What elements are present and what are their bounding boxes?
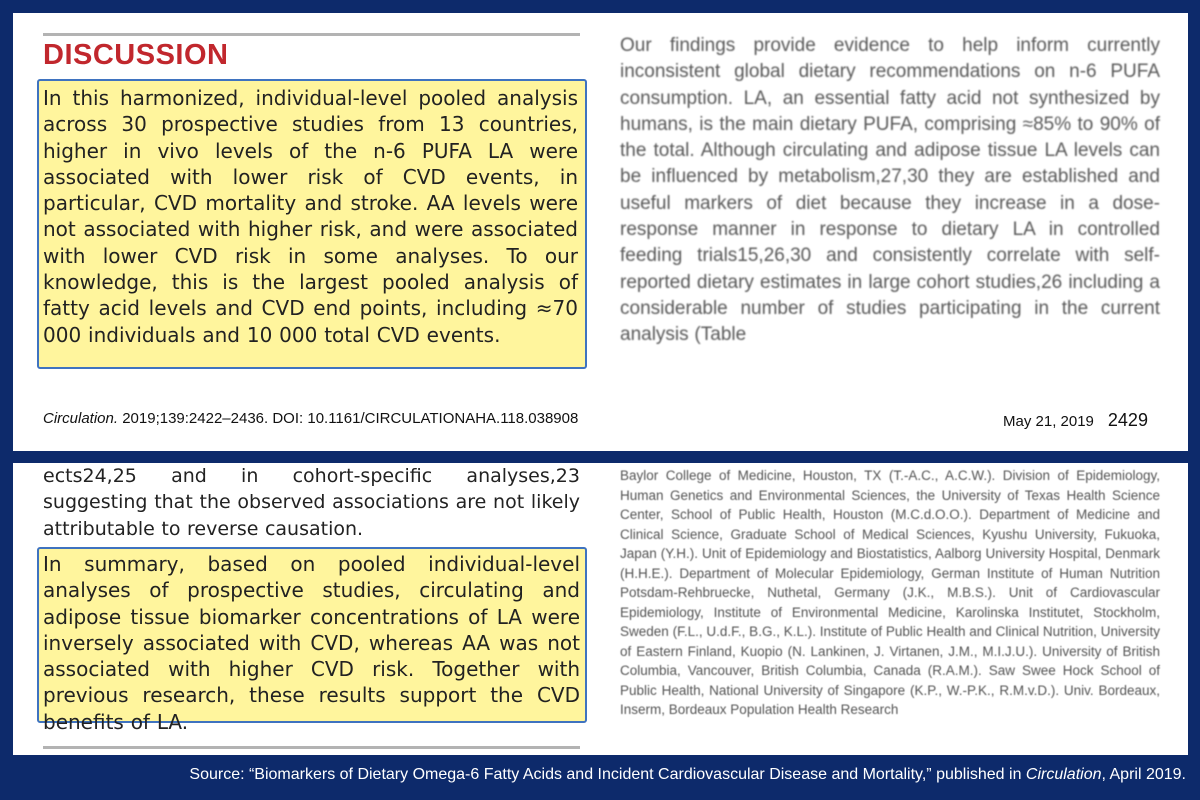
- citation-detail: 2019;139:2422–2436. DOI: 10.1161/CIRCULATIONAHA.118.038908: [122, 410, 579, 427]
- discussion-paragraph: In this harmonized, individual-level pooled analysis across 30 prospective studies from 13 countries, higher in vivo levels of the n-6 PUFA LA were associated with lower risk of CVD events, in particular, CVD mortality and stroke. AA levels were not associated with higher risk, and were associated with lower CVD risk in some analyses. To our knowledge, this is the largest pooled analysis of fatty acid levels and CVD end points, including ≈70 000 individuals and 10 000 total CVD events.: [43, 86, 578, 347]
- journal-name: Circulation.: [43, 410, 119, 427]
- page-number: 2429: [1107, 410, 1148, 430]
- date-page-footer: [1003, 410, 1148, 431]
- citation-footer: [43, 410, 578, 427]
- author-affiliations: Baylor College of Medicine, Houston, TX (T.-A.C., A.C.W.). Division of Epidemiology, Human Genetics and Environmental Sciences, the University of Texas Health Science Center, School of Public Health, Houston (M.C.d.O.O.). Department of Medicine and Clinical Science, Graduate School of Medical Sciences, Kyushu University, Fukuoka, Japan (Y.H.). Unit of Epidemiology and Biostatistics, Aalborg University Hospital, Denmark (H.H.E.). Department of Molecular Epidemiology, German Institute of Human Nutrition Potsdam-Rehbruecke, Nuthetal, Germany (J.K., M.B.S.). Unit of Cardiovascular Epidemiology, Institute of Environmental Medicine, Karolinska Institutet, Stockholm, Sweden (F.L., U.d.F., B.G., K.L.). Institute of Public Health and Clinical Nutrition, University of Eastern Finland, Kuopio (N. Lankinen, J. Virtanen, J.M., M.I.J.U.). University of British Columbia, Vancouver, British Columbia, Canada (R.A.M.). Saw Swee Hock School of Public Health, National University of Singapore (K.P., W.-P.K., R.M.v.D.). Univ. Bordeaux, Inserm, Bordeaux Population Health Research: [620, 468, 1160, 717]
- source-suffix: , April 2019.: [1101, 766, 1186, 783]
- source-prefix: Source: “Biomarkers of Dietary Omega-6 Fatty Acids and Incident Cardiovascular Disease and Mortality,” published in: [189, 766, 1026, 783]
- section-rule: [43, 33, 580, 36]
- source-caption: [189, 766, 1186, 784]
- source-journal: Circulation: [1025, 766, 1102, 783]
- top-excerpt-panel: [13, 13, 1188, 451]
- summary-paragraph: In summary, based on pooled individual-level analyses of prospective studies, circulating and adipose tissue biomarker concentrations of LA were inversely associated with CVD, whereas AA was not associated with higher CVD risk. Together with previous research, these results support the CVD benefits of LA.: [43, 552, 580, 734]
- discussion-right-paragraph: Our findings provide evidence to help inform currently inconsistent global dietary recommendations on n-6 PUFA consumption. LA, an essential fatty acid not synthesized by humans, is the main dietary PUFA, comprising ≈85% to 90% of the total. Although circulating and adipose tissue LA levels can be influenced by metabolism,27,30 they are established and useful markers of diet because they increase in a dose-response manner in response to dietary LA in controlled feeding trials15,26,30 and consistently correlate with self-reported dietary estimates in large cohort studies,26 including a considerable number of studies participating in the current analysis (Table: [620, 35, 1160, 346]
- intro-paragraph: ects24,25 and in cohort-specific analyses,23 suggesting that the observed associations are not likely attributable to reverse causation.: [43, 465, 580, 540]
- section-rule: [43, 746, 580, 749]
- bottom-excerpt-panel: [13, 463, 1188, 755]
- publication-date: May 21, 2019: [1003, 413, 1094, 430]
- section-heading: DISCUSSION: [43, 39, 229, 71]
